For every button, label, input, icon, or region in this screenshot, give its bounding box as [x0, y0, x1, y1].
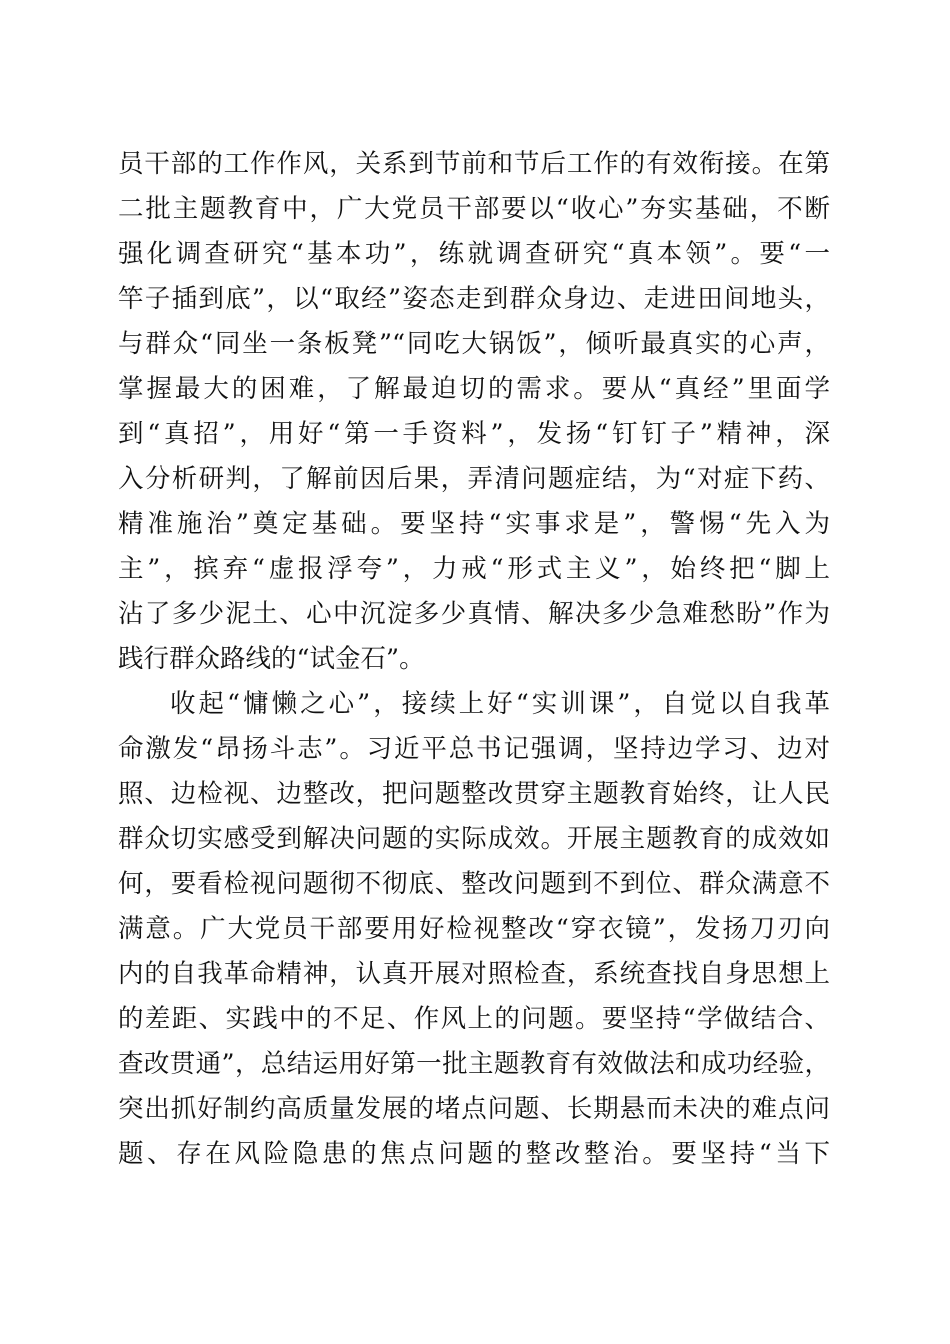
paragraph-line: 主”，摈弃“虚报浮夸”，力戒“形式主义”，始终把“脚上 [118, 554, 830, 584]
paragraph-line: 题、存在风险隐患的焦点问题的整改整治。要坚持“当下 [118, 1139, 830, 1169]
paragraph-line: 强化调查研究“基本功”，练就调查研究“真本领”。要“一 [118, 239, 830, 269]
paragraph-line: 与群众“同坐一条板凳”“同吃大锅饭”，倾听最真实的心声， [118, 329, 830, 359]
paragraph-line: 收起“慵懒之心”，接续上好“实训课”，自觉以自我革 [170, 689, 830, 719]
paragraph-line: 群众切实感受到解决问题的实际成效。开展主题教育的成效如 [118, 824, 830, 854]
paragraph-line: 何，要看检视问题彻不彻底、整改问题到不到位、群众满意不 [118, 869, 830, 899]
paragraph-line: 命激发“昂扬斗志”。习近平总书记强调，坚持边学习、边对 [118, 734, 830, 764]
paragraph-line: 二批主题教育中，广大党员干部要以“收心”夯实基础，不断 [118, 194, 830, 224]
paragraph-line: 的差距、实践中的不足、作风上的问题。要坚持“学做结合、 [118, 1004, 830, 1034]
paragraph-line: 掌握最大的困难，了解最迫切的需求。要从“真经”里面学 [118, 374, 830, 404]
paragraph-line: 践行群众路线的“试金石”。 [118, 644, 425, 674]
paragraph-line: 竿子插到底”，以“取经”姿态走到群众身边、走进田间地头， [118, 284, 830, 314]
paragraph-line: 员干部的工作作风，关系到节前和节后工作的有效衔接。在第 [118, 149, 830, 179]
paragraph-line: 满意。广大党员干部要用好检视整改“穿衣镜”，发扬刀刃向 [118, 914, 830, 944]
paragraph-line: 到“真招”，用好“第一手资料”，发扬“钉钉子”精神，深 [118, 419, 830, 449]
paragraph-line: 入分析研判，了解前因后果，弄清问题症结，为“对症下药、 [118, 464, 830, 494]
paragraph-line: 查改贯通”，总结运用好第一批主题教育有效做法和成功经验， [118, 1049, 830, 1079]
paragraph-line: 突出抓好制约高质量发展的堵点问题、长期悬而未决的难点问 [118, 1094, 830, 1124]
paragraph-line: 精准施治”奠定基础。要坚持“实事求是”，警惕“先入为 [118, 509, 830, 539]
paragraph-line: 沾了多少泥土、心中沉淀多少真情、解决多少急难愁盼”作为 [118, 599, 830, 629]
paragraph-line: 照、边检视、边整改，把问题整改贯穿主题教育始终，让人民 [118, 779, 830, 809]
paragraph-line: 内的自我革命精神，认真开展对照检查，系统查找自身思想上 [118, 959, 830, 989]
